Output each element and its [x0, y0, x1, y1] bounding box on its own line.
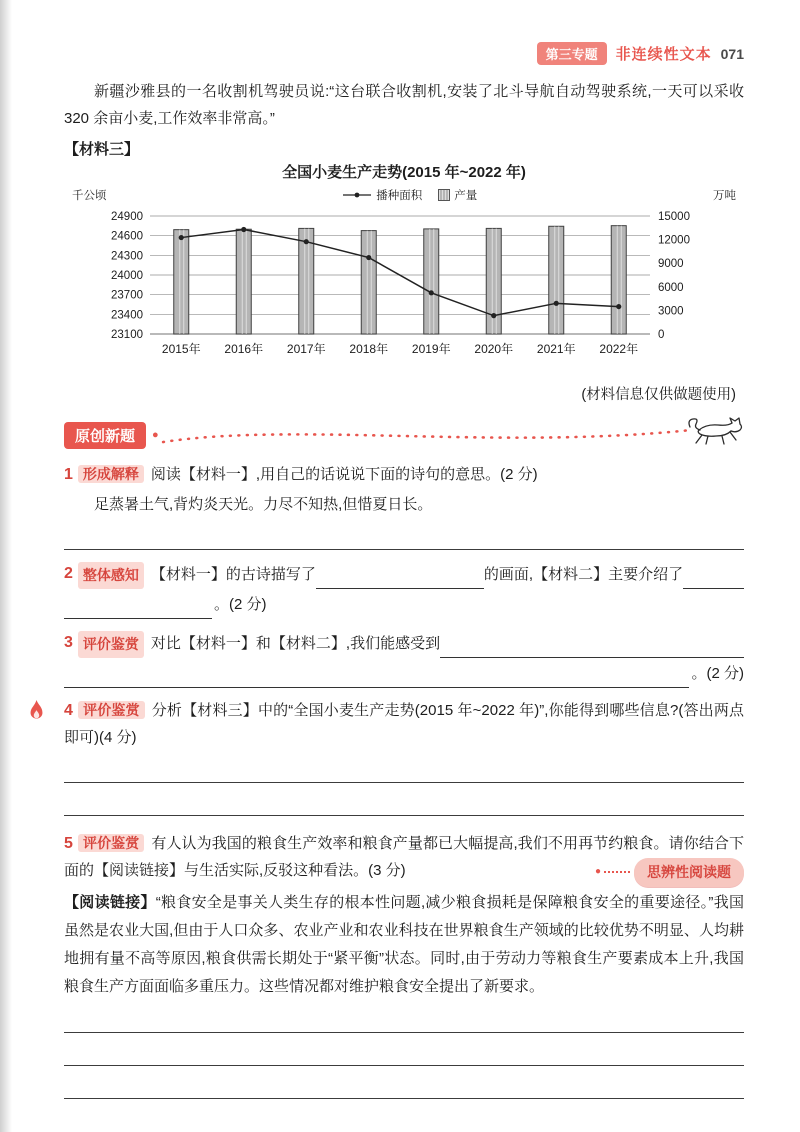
svg-text:24000: 24000 — [111, 270, 143, 283]
answer-line — [64, 1066, 744, 1099]
question-1 — [64, 461, 744, 518]
svg-text:2021年: 2021年 — [536, 342, 576, 357]
critical-reading-badge: 思辨性阅读题 — [634, 858, 744, 887]
svg-text:23400: 23400 — [111, 309, 143, 322]
material3-label: 【材料三】 — [64, 141, 140, 159]
question-5 — [64, 830, 744, 885]
svg-text:9000: 9000 — [658, 258, 684, 271]
question-2-text-1: 【材料一】的古诗描写了 — [150, 565, 316, 583]
bar-swatch-icon — [438, 189, 450, 201]
svg-text:2020年: 2020年 — [474, 342, 514, 357]
question-2-text-2: 的画面,【材料二】主要介绍了 — [483, 565, 684, 583]
question-3 — [64, 628, 744, 688]
svg-text:23700: 23700 — [111, 290, 143, 303]
reading-link-paragraph — [64, 889, 744, 1001]
original-questions-badge: 原创新题 — [64, 422, 146, 449]
blank-underline — [683, 588, 744, 589]
legend-label-production: 产量 — [454, 190, 478, 203]
question-2-tag: 整体感知 — [78, 562, 144, 589]
svg-text:24300: 24300 — [111, 250, 143, 263]
svg-text:2018年: 2018年 — [349, 342, 389, 357]
answer-line — [64, 752, 744, 783]
section-title: 非连续性文本 — [615, 46, 712, 63]
question-1-poem: 足蒸暑土气,背灼炎天光。力尽不知热,但惜夏日长。 — [94, 495, 433, 513]
svg-text:12000: 12000 — [658, 234, 690, 247]
banner-dotted-line — [161, 420, 700, 450]
question-4-tag: 评价鉴赏 — [78, 701, 145, 719]
page-number: 071 — [720, 45, 744, 62]
chart-note: (材料信息仅供做题使用) — [581, 387, 736, 404]
question-1-text: 阅读【材料一】,用自己的话说说下面的诗句的意思。(2 分) — [150, 466, 538, 484]
question-5-text: 有人认为我国的粮食生产效率和粮食产量都已大幅提高,我们不用再节约粮食。请你结合下面的【阅读链接】与生活实际,反驳这种看法。(3 分) — [64, 834, 745, 880]
blank-underline — [440, 657, 744, 658]
legend-item-sown-area — [342, 187, 422, 203]
question-3-number: 3 — [64, 634, 73, 652]
svg-text:2022年: 2022年 — [599, 342, 639, 357]
question-2-text-3: 。(2 分) — [214, 595, 267, 613]
chart-title: 全国小麦生产走势(2015 年~2022 年) — [282, 164, 526, 182]
original-questions-banner — [64, 418, 744, 452]
banner-dot: ● — [152, 429, 159, 442]
question-4-number: 4 — [64, 701, 73, 719]
page-header — [64, 42, 744, 65]
svg-text:2016年: 2016年 — [224, 342, 264, 357]
answer-line — [64, 1002, 744, 1033]
chart-legend — [107, 187, 714, 203]
callout-dot: ● — [594, 866, 601, 878]
right-axis-unit: 万吨 — [713, 190, 736, 203]
question-4-text: 分析【材料三】中的“全国小麦生产走势(2015 年~2022 年)”,你能得到哪些信息?(答出两点即可)(4 分) — [64, 701, 745, 746]
answer-line — [64, 1033, 744, 1066]
topic-badge: 第三专题 — [537, 42, 607, 65]
callout-dotted-line — [604, 871, 630, 873]
svg-text:23100: 23100 — [111, 329, 143, 342]
svg-text:2017年: 2017年 — [286, 342, 326, 357]
chart-plot-area — [70, 204, 738, 372]
answer-area — [64, 1002, 744, 1099]
svg-text:2015年: 2015年 — [161, 342, 201, 357]
blank-underline — [64, 687, 689, 688]
reading-link-label: 【阅读链接】 — [64, 893, 156, 911]
chart-header-row — [70, 186, 738, 204]
svg-text:0: 0 — [658, 329, 665, 342]
reading-link-body: “粮食安全是事关人类生存的根本性问题,减少粮食损耗是保障粮食安全的重要途径。”我国虽然是农业大国,但由于人口众多、农业产业和农业科技在世界粮食生产领域的比较优势不明显、人均耕地拥有量不高等原因,粮食供需长期处于“紧平衡”状态。同时,由于劳动力等粮食生产要素成本上升,我国粮食生产方面面临多重压力。这些情况都对维护粮食安全提出了新要求。 — [64, 893, 744, 995]
svg-text:2019年: 2019年 — [411, 342, 451, 357]
answer-line — [64, 519, 744, 550]
intro-paragraph: 新疆沙雅县的一名收割机驾驶员说:“这台联合收割机,安装了北斗导航自动驾驶系统,一天可以采收 320 余亩小麦,工作效率非常高。” — [64, 83, 744, 127]
blank-underline — [316, 572, 484, 589]
svg-text:6000: 6000 — [658, 282, 684, 295]
question-1-tag: 形成解释 — [78, 465, 144, 483]
question-3-suffix: 。(2 分) — [691, 664, 744, 682]
question-1-number: 1 — [64, 466, 73, 484]
question-type-callout — [595, 858, 744, 887]
svg-text:15000: 15000 — [658, 211, 690, 224]
question-5-number: 5 — [64, 834, 73, 852]
question-4 — [64, 697, 744, 752]
running-cat-icon — [686, 416, 744, 455]
line-marker-icon — [342, 190, 372, 200]
question-2-number: 2 — [64, 565, 73, 583]
legend-label-sown-area: 播种面积 — [376, 190, 423, 203]
question-2 — [64, 559, 744, 619]
left-axis-unit: 千公顷 — [72, 190, 107, 203]
question-3-text: 对比【材料一】和【材料二】,我们能感受到 — [150, 634, 441, 652]
question-3-tag: 评价鉴赏 — [78, 631, 144, 658]
legend-item-production — [438, 187, 477, 203]
svg-text:3000: 3000 — [658, 305, 684, 318]
wheat-chart — [70, 161, 738, 377]
blank-underline — [64, 602, 212, 619]
svg-text:24600: 24600 — [111, 231, 143, 244]
flame-icon — [28, 699, 45, 733]
question-5-tag: 评价鉴赏 — [78, 834, 144, 852]
svg-text:24900: 24900 — [111, 211, 143, 224]
answer-line — [64, 783, 744, 816]
